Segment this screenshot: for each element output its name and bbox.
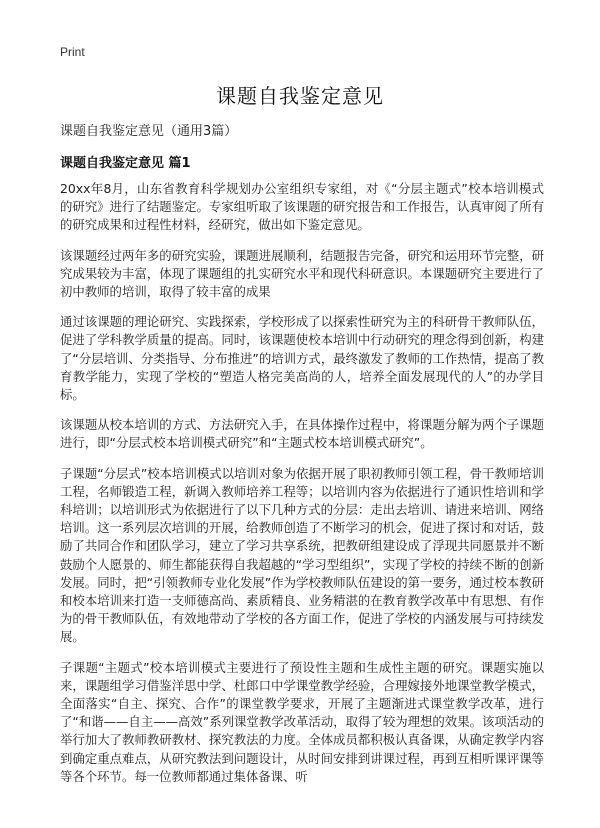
- document-subtitle: 课题自我鉴定意见（通用3篇）: [60, 124, 238, 139]
- paragraph: 子课题“主题式”校本培训模式主要进行了预设性主题和生成性主题的研究。课题实施以来，课题组学习借鉴洋思中学、杜郎口中学课堂教学经验，合理嫁接外地课堂教学模式，全面落实“自主、探究、合作”的课堂教学要求，开展了主题渐进式课堂教学改革，进行了“和谐——自主——高效”系列课堂教学改革活动，取得了较为理想的效果。该项活动的举行加大了教师教研教材、探究教法的力度。全体成员都积极认真备课，从确定教学内容到确定重点难点，从研究教法到问题设计，从时间安排到讲课过程，再到互相听课评课等等各个环节。每一位教师都通过集体备课、听: [60, 659, 544, 784]
- paragraph: 该课题经过两年多的研究实验，课题进展顺利，结题报告完备，研究和运用环节完整，研究成果较为丰富，体现了课题组的扎实研究水平和现代科研意识。本课题研究主要进行了初中教师的培训，取得了较丰富的成果: [60, 247, 544, 300]
- document-body: [60, 180, 544, 798]
- page-title: 课题自我鉴定意见: [216, 84, 384, 108]
- paragraph: 子课题“分层式”校本培训模式以培训对象为依据开展了职初教师引领工程，骨干教师培训工程，名师锻造工程，新调入教师培养工程等；以培训内容为依据进行了通识性培训和学科培训；以培训形式为依据进行了以下几种方式的分层：走出去培训、请进来培训、网络培训。这一系列层次培训的开展，给教师创造了不断学习的机会，促进了探讨和对话，鼓励了共同合作和团队学习，建立了学习共享系统，把教研组建设成了浮现共同愿景并不断鼓励个人愿景的、师生都能获得自我超越的“学习型组织”，实现了学校的持续不断的创新发展。同时，把“引领教师专业化发展”作为学校教师队伍建设的第一要务，通过校本教研和校本培训来打造一支师德高尚、素质精良、业务精湛的在教育教学改革中有思想、有作为的骨干教师队伍，有效地带动了学校的各方面工作，促进了学校的内涵发展与可持续发展。: [60, 465, 544, 645]
- paragraph: 通过该课题的理论研究、实践探索，学校形成了以探索性研究为主的科研骨干教师队伍，促进了学科教学质量的提高。同时，该课题使校本培训中行动研究的理念得到创新，构建了“分层培训、分类指导、分布推进”的培训方式，最终激发了教师的工作热情，提高了教育教学能力，实现了学校的“塑造人格完美高尚的人，培养全面发展现代的人”的办学目标。: [60, 314, 544, 403]
- paragraph: 20xx年8月，山东省教育科学规划办公室组织专家组，对《“分层主题式”校本培训模式的研究》进行了结题鉴定。专家组听取了该课题的研究报告和工作报告，认真审阅了所有的研究成果和过程性材料，经研究，做出如下鉴定意见。: [60, 181, 544, 233]
- print-link[interactable]: Print: [60, 45, 85, 59]
- section-heading: 课题自我鉴定意见 篇1: [60, 156, 191, 171]
- paragraph: 该课题从校本培训的方式、方法研究入手，在具体操作过程中，将课题分解为两个子课题进行，即“分层式校本培训模式研究”和“主题式校本培训模式研究”。: [60, 417, 544, 451]
